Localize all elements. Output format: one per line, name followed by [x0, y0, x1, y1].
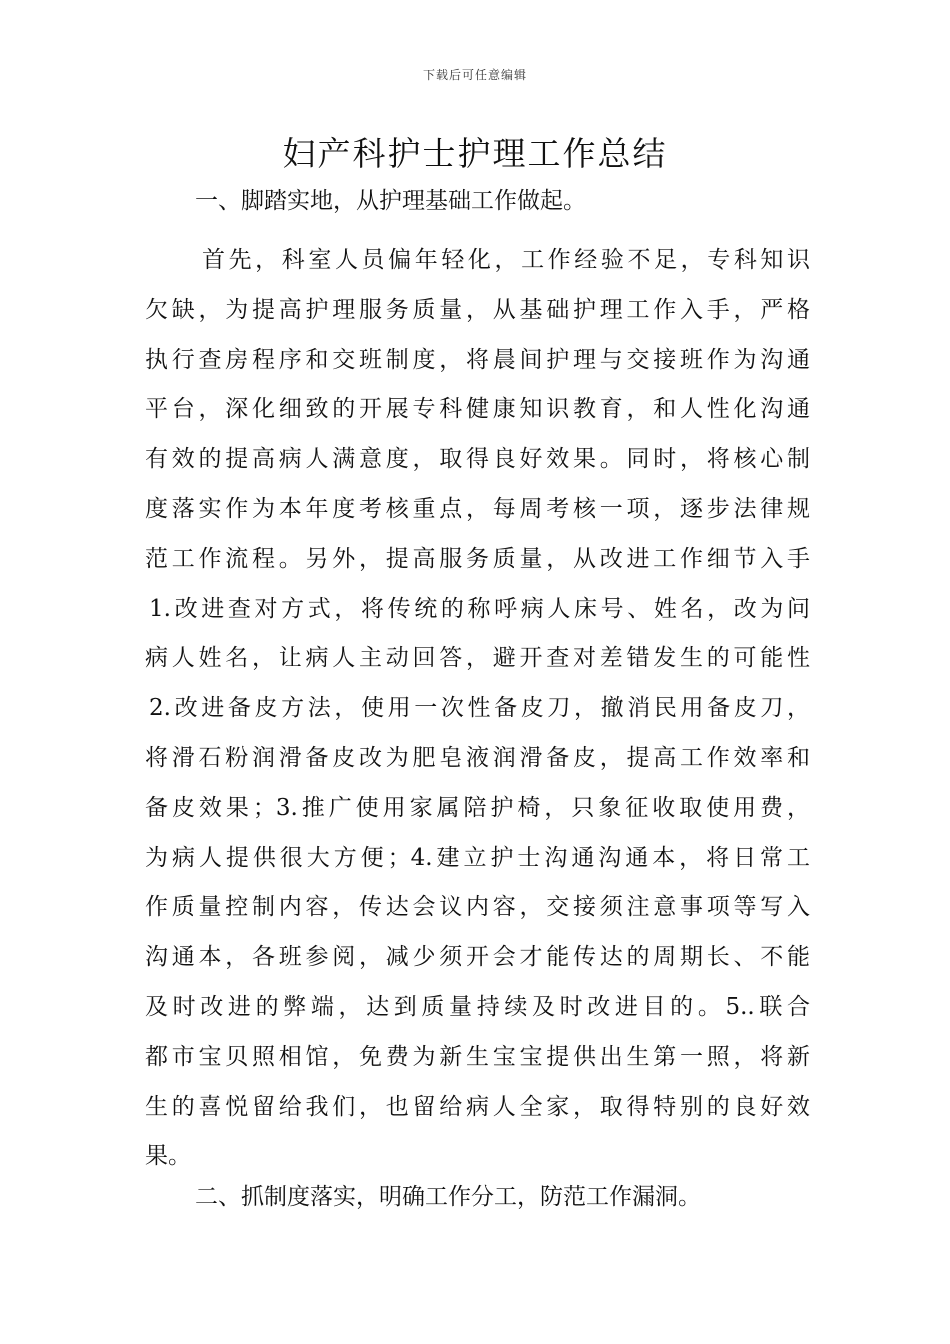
paragraph-line: 生的喜悦留给我们，也留给病人全家，取得特别的良好效 [145, 1093, 810, 1120]
section-heading-2: 二、抓制度落实，明确工作分工，防范工作漏洞。 [195, 1184, 701, 1210]
paragraph-line: 果。 [145, 1143, 191, 1170]
paragraph-line: 平台，深化细致的开展专科健康知识教育，和人性化沟通 [145, 396, 810, 423]
paragraph-line: 沟通本，各班参阅，减少须开会才能传达的周期长、不能 [145, 944, 810, 971]
paragraph-line: 度落实作为本年度考核重点，每周考核一项，逐步法律规 [145, 495, 810, 522]
paragraph-line: 首先，科室人员偏年轻化，工作经验不足，专科知识 [202, 247, 810, 273]
paragraph-line: 都市宝贝照相馆，免费为新生宝宝提供出生第一照，将新 [145, 1043, 810, 1070]
paragraph-line: 范工作流程。另外，提高服务质量，从改进工作细节入手 [145, 545, 810, 572]
body-paragraph [145, 236, 810, 1182]
paragraph-line: 有效的提高病人满意度，取得良好效果。同时，将核心制 [145, 446, 810, 473]
paragraph-line: 1.改进查对方式，将传统的称呼病人床号、姓名，改为问 [149, 595, 810, 622]
paragraph-line: 2.改进备皮方法，使用一次性备皮刀，撤消民用备皮刀， [149, 695, 810, 722]
document-title: 妇产科护士护理工作总结 [282, 134, 668, 173]
page-header-note: 下载后可任意编辑 [422, 68, 527, 82]
paragraph-line: 备皮效果；3.推广使用家属陪护椅，只象征收取使用费， [145, 794, 810, 821]
paragraph-line: 作质量控制内容，传达会议内容，交接须注意事项等写入 [145, 894, 810, 921]
paragraph-line: 将滑石粉润滑备皮改为肥皂液润滑备皮，提高工作效率和 [145, 744, 810, 771]
section-heading-1: 一、脚踏实地，从护理基础工作做起。 [195, 188, 586, 214]
paragraph-line: 及时改进的弊端，达到质量持续及时改进目的。5..联合 [145, 993, 810, 1020]
paragraph-line: 执行查房程序和交班制度，将晨间护理与交接班作为沟通 [145, 346, 810, 373]
paragraph-line: 为病人提供很大方便；4.建立护士沟通沟通本，将日常工 [145, 844, 810, 871]
paragraph-line: 欠缺，为提高护理服务质量，从基础护理工作入手，严格 [145, 296, 810, 323]
paragraph-line: 病人姓名，让病人主动回答，避开查对差错发生的可能性 [145, 645, 810, 672]
